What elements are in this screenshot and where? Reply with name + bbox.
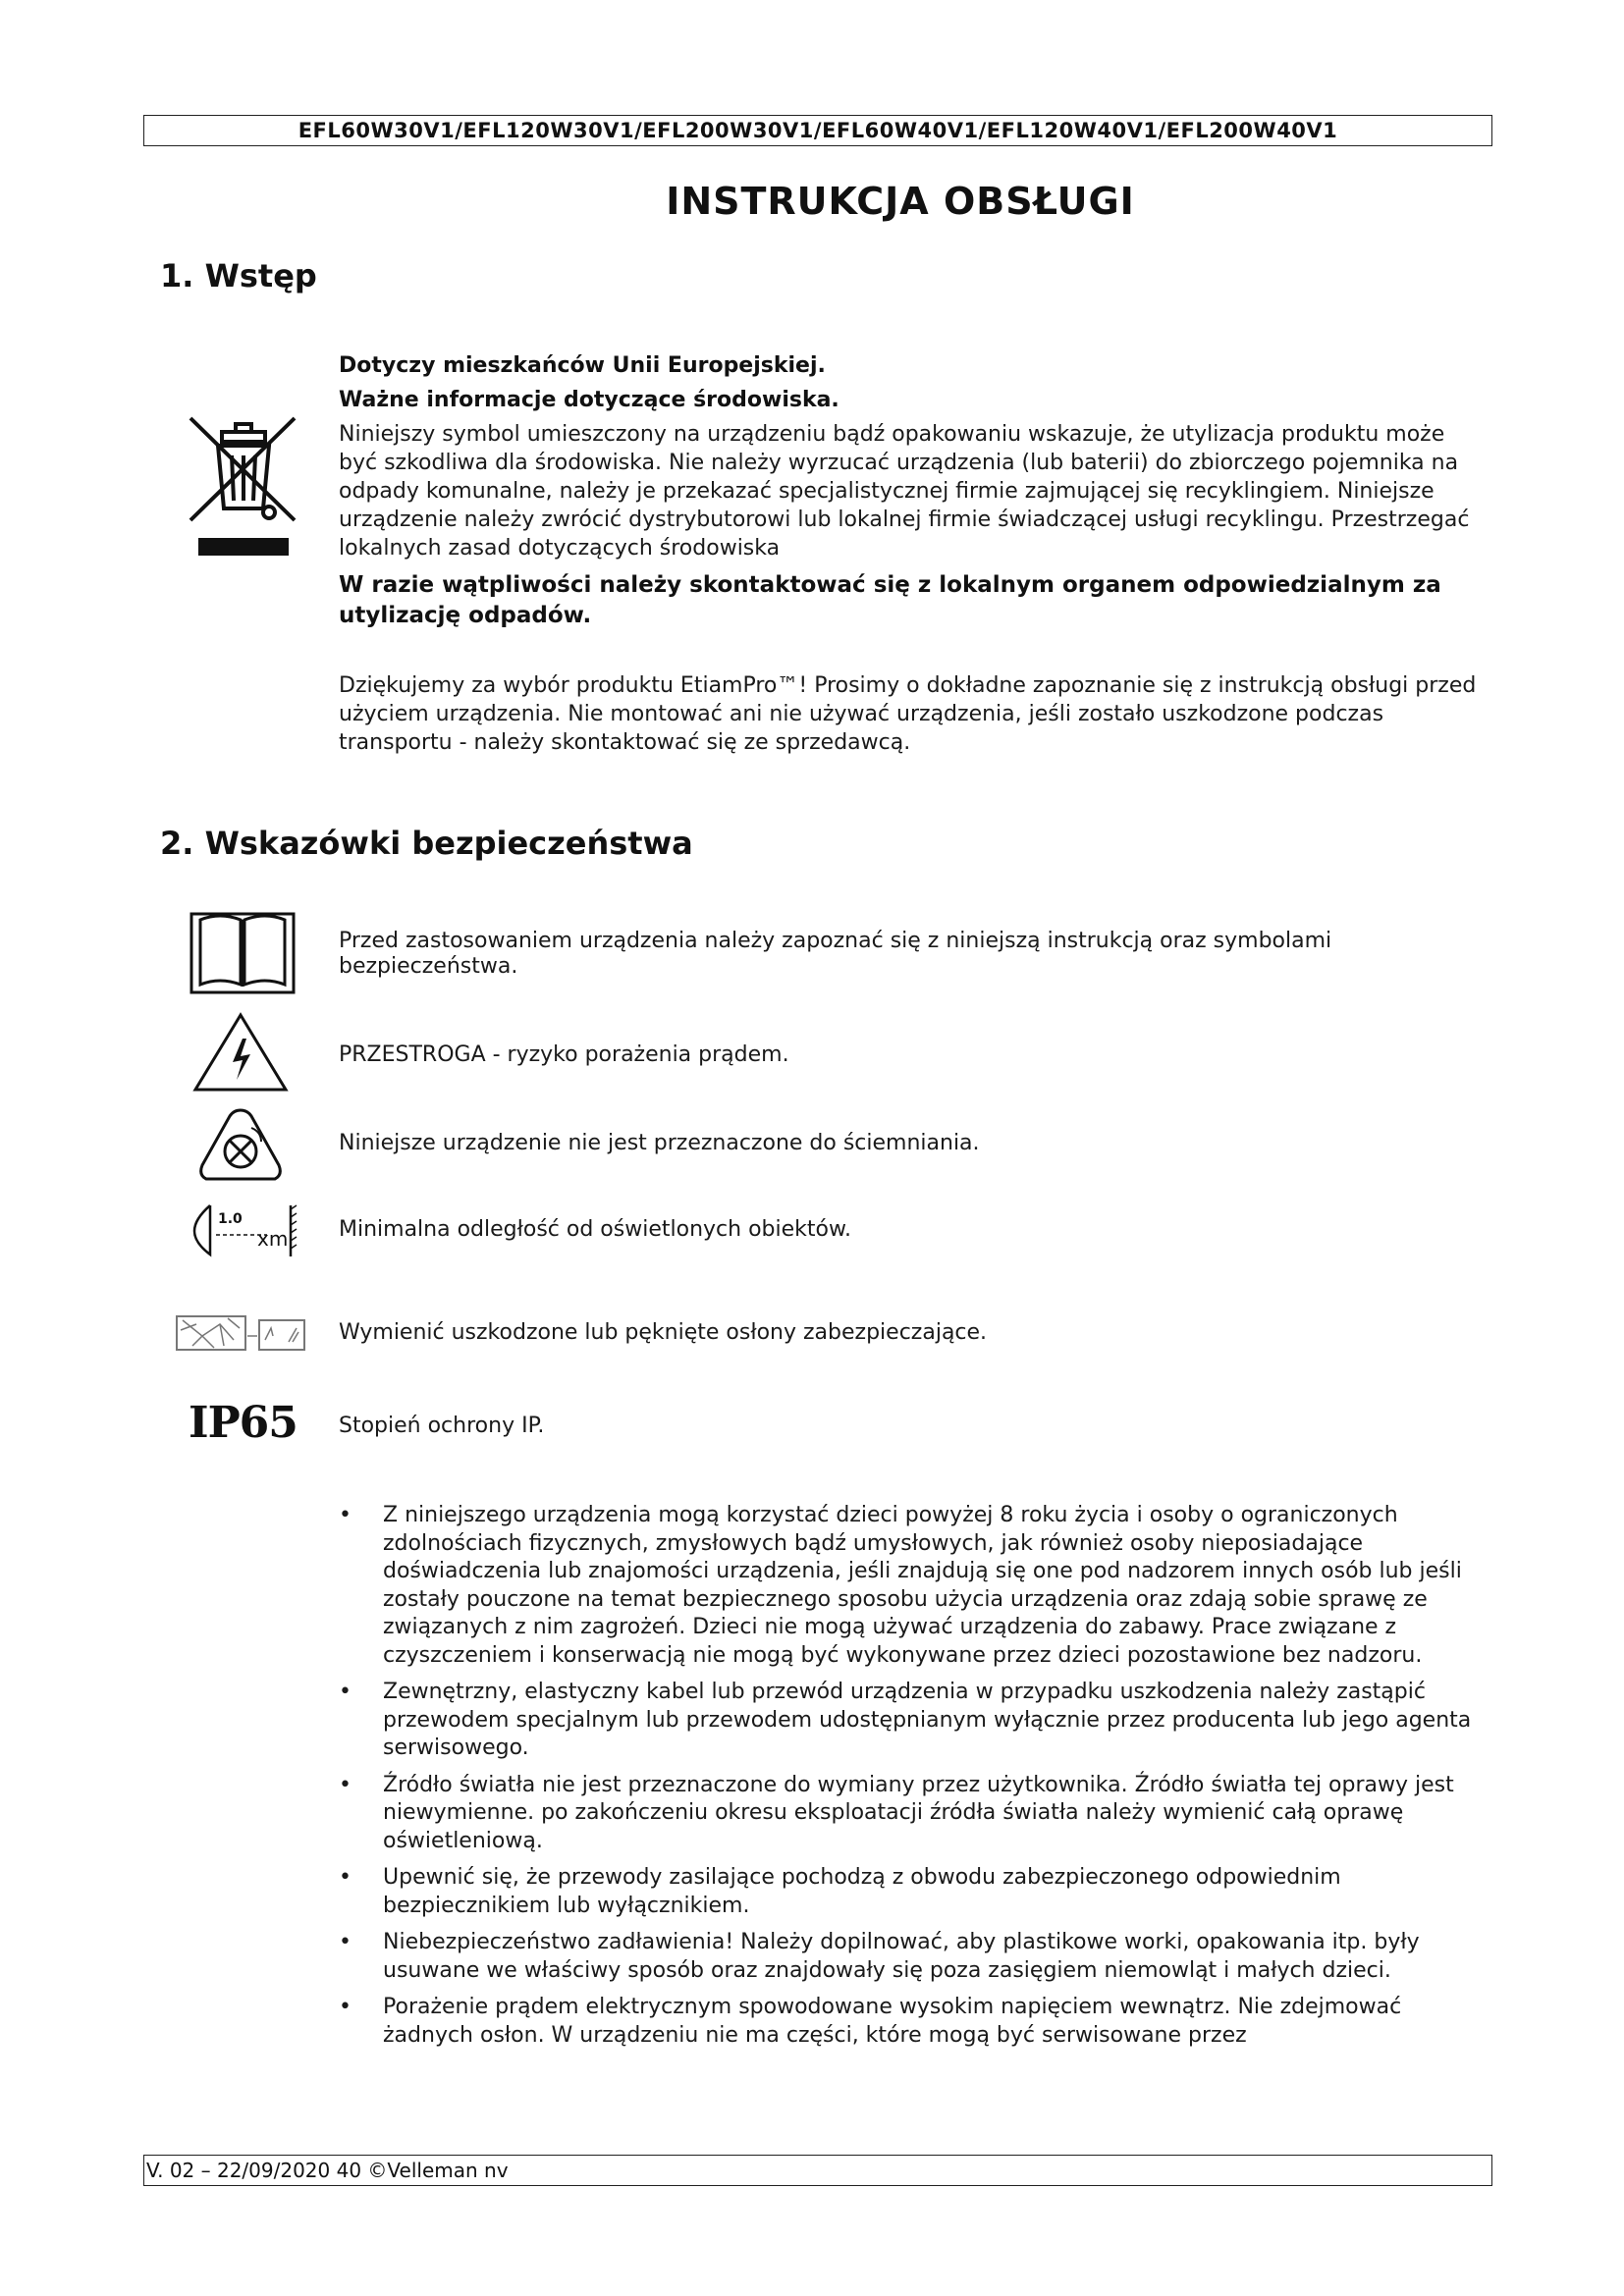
document-title: INSTRUKCJA OBSŁUGI [666,180,1135,223]
replace-cracked-shield-icon [175,1310,307,1355]
list-item: • Upewnić się, że przewody zasilające pochodzą z obwodu zabezpieczonego odpowiednim bezpiecznikiem lub wyłącznikiem. [339,1864,1488,1920]
environment-info-line: Ważne informacje dotyczące środowiska. [339,388,839,412]
list-item: • Niebezpieczeństwo zadławienia! Należy dopilnować, aby plastikowe worki, opakowania itp. były usuwane we właściwy sposób oraz znajdowały się poza zasięgiem niemowląt i małych dzieci. [339,1929,1488,1985]
weee-crossed-bin-icon [185,410,302,558]
page-header-models: EFL60W30V1/EFL120W30V1/EFL200W30V1/EFL60W40V1/EFL120W40V1/EFL200W40V1 [143,115,1492,146]
disposal-warning: W razie wątpliwości należy skontaktować się z lokalnym organem odpowiedzialnym za utylizację odpadów. [339,572,1441,628]
distance-unit-label: xm [257,1227,289,1251]
list-item: • Porażenie prądem elektrycznym spowodowane wysokim napięciem wewnątrz. Nie zdejmować żadnych osłon. W urządzeniu nie ma części, które mogą być serwisowane przez [339,1994,1488,2050]
section-heading-introduction: 1. Wstęp [160,257,317,294]
no-dimming-icon [196,1106,285,1185]
list-item: • Źródło światła nie jest przeznaczone do wymiany przez użytkownika. Źródło światła tej oprawy jest niewymienne. po zakończeniu okresu eksploatacji źródła światła należy wymienić całą oprawę oświetleniową. [339,1772,1488,1856]
distance-value-label: 1.0 [218,1211,243,1227]
environment-paragraph: Niniejszy symbol umieszczony na urządzeniu bądź opakowaniu wskazuje, że utylizacja produktu może być szkodliwa dla środowiska. Nie należy wyrzucać urządzenia (lub baterii) do zbiorczego pojemnika na odpady komunalne, należy je przekazać specjalistycznej firmie zajmującej się recyklingiem. Niniejsze urządzenie należy zwrócić dystrybutorowi lub lokalnej firmie świadczącej usługi recyklingu. Przestrzegać lokalnych zasad dotyczących środowiska [339,422,1470,561]
safety-bullet-list [339,1502,1488,2058]
safety-text-min-distance: Minimalna odległość od oświetlonych obiektów. [339,1217,851,1242]
safety-text-shock: PRZESTROGA - ryzyko porażenia prądem. [339,1042,789,1067]
eu-residents-line: Dotyczy mieszkańców Unii Europejskiej. [339,353,826,378]
section-heading-safety: 2. Wskazówki bezpieczeństwa [160,825,693,862]
minimum-distance-icon [189,1200,298,1260]
safety-text-replace-shields: Wymienić uszkodzone lub pęknięte osłony zabezpieczające. [339,1320,988,1345]
page-footer: V. 02 – 22/09/2020 40 ©Velleman nv [143,2155,1492,2186]
safety-text-ip: Stopień ochrony IP. [339,1414,545,1438]
electric-shock-warning-icon [191,1011,290,1095]
manual-book-icon [189,908,297,996]
safety-text-no-dimming: Niniejsze urządzenie nie jest przeznaczone do ściemniania. [339,1131,980,1155]
ip-rating-icon: IP65 [189,1398,298,1448]
safety-text-read-manual: Przed zastosowaniem urządzenia należy zapoznać się z niniejszą instrukcją oraz symbolami bezpieczeństwa. [339,929,1332,979]
list-item: • Zewnętrzny, elastyczny kabel lub przewód urządzenia w przypadku uszkodzenia należy zastąpić przewodem specjalnym lub przewodem udostępnianym wyłącznie przez producenta lub jego agenta serwisowego. [339,1679,1488,1763]
thank-you-paragraph: Dziękujemy za wybór produktu EtiamPro™! Prosimy o dokładne zapoznanie się z instrukcją obsługi przed użyciem urządzenia. Nie montować ani nie używać urządzenia, jeśli zostało uszkodzone podczas transportu - należy skontaktować się ze sprzedawcą. [339,673,1477,755]
list-item: • Z niniejszego urządzenia mogą korzystać dzieci powyżej 8 roku życia i osoby o ograniczonych zdolnościach fizycznych, zmysłowych bądź umysłowych, jak również osoby nieposiadające doświadczenia lub znajomości urządzenia, jeśli znajdują się one pod nadzorem innych osób lub jeśli zostały pouczone na temat bezpiecznego sposobu użycia urządzenia oraz zdają sobie sprawę ze związanych z nim zagrożeń. Dzieci nie mogą używać urządzenia do zabawy. Prace związane z czyszczeniem i konserwacją nie mogą być wykonywane przez dzieci pozostawione bez nadzoru. [339,1502,1488,1670]
